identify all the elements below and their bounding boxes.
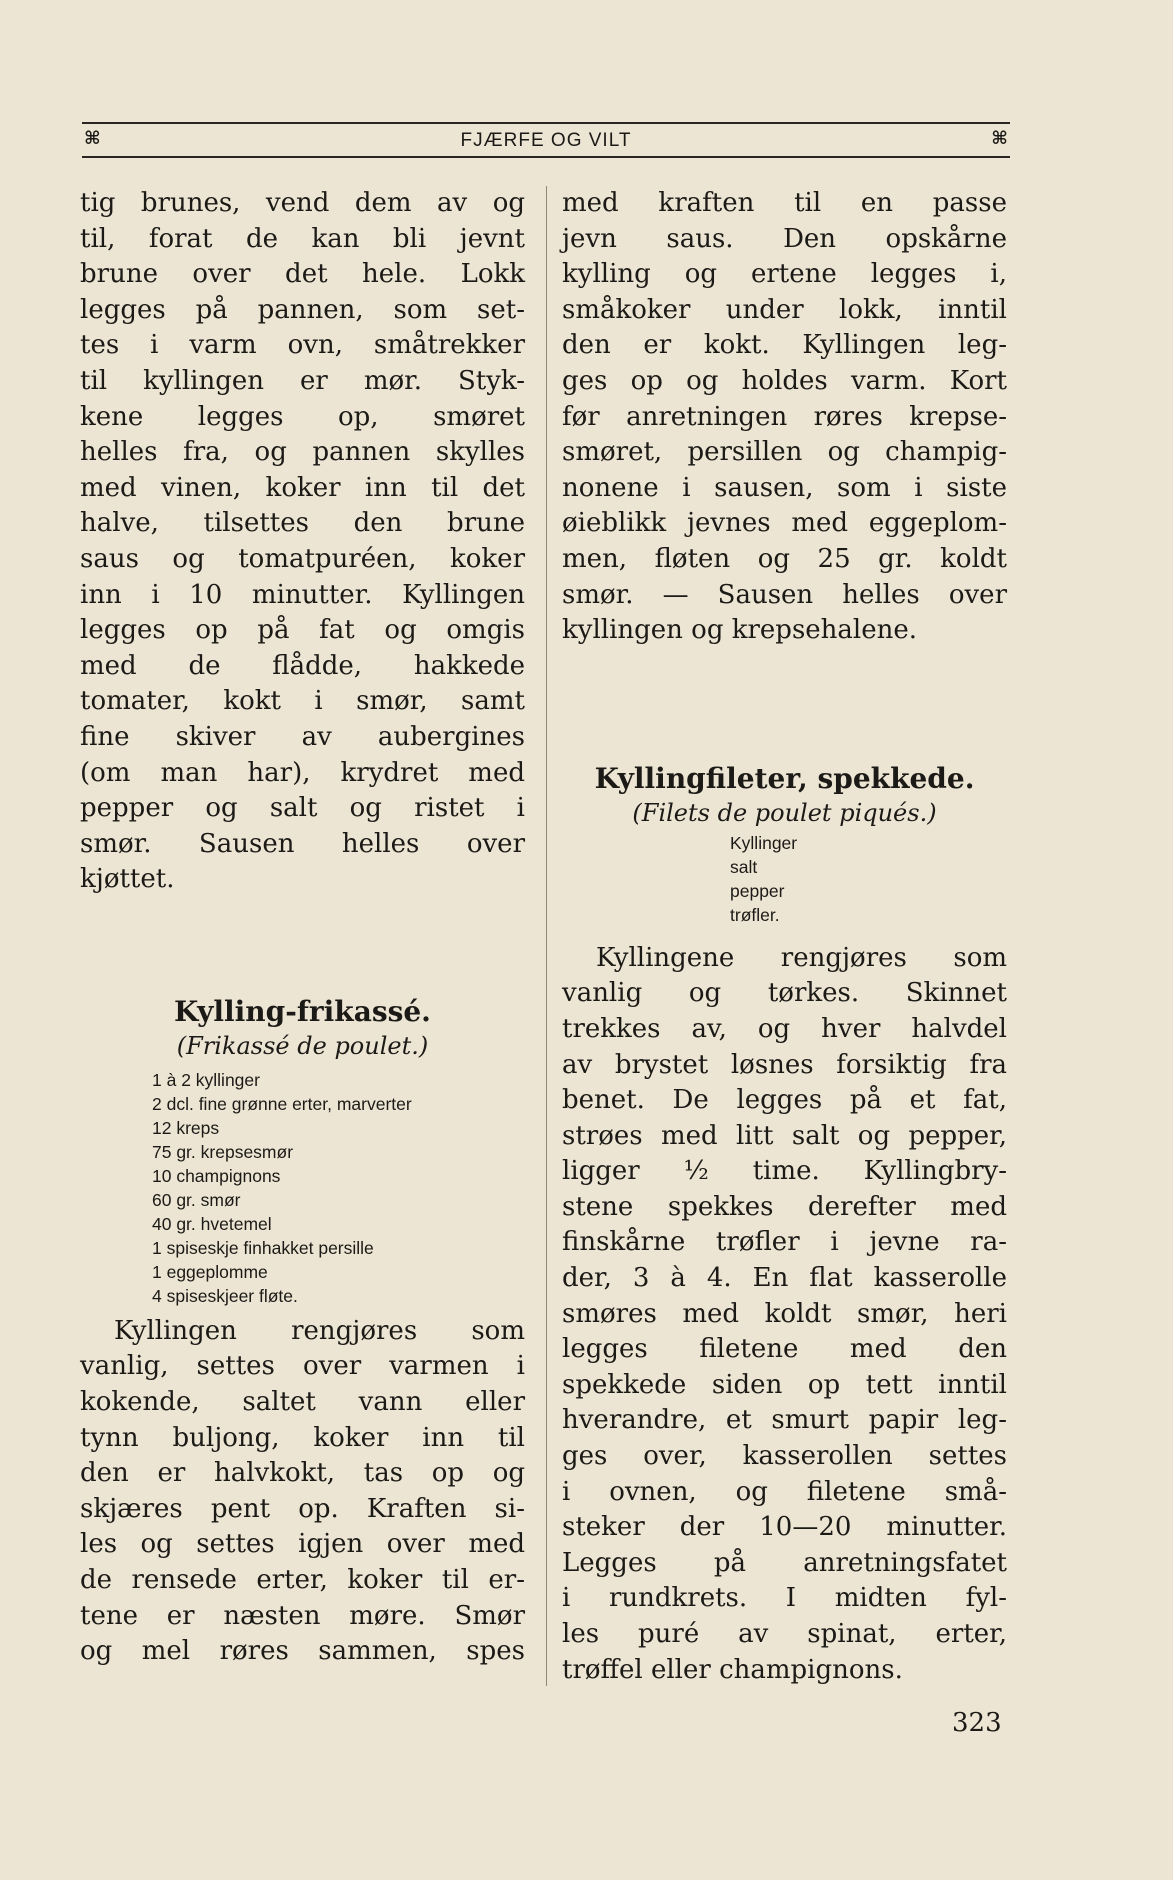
text-line: legges filetene med den [562, 1334, 1007, 1365]
text-line: de rensede erter, koker til er- [80, 1565, 525, 1596]
text-line: med de flådde, hakkede [80, 650, 525, 681]
text-line: spekkede siden op tett inntil [562, 1369, 1007, 1400]
text-line: den er halvkokt, tas op og [80, 1458, 525, 1489]
text-line: øieblikk jevnes med eggeplom- [562, 508, 1007, 539]
text-line: Legges på anretningsfatet [562, 1547, 1007, 1578]
text-line: saus og tomatpuréen, koker [80, 543, 525, 574]
text-line: der, 3 à 4. En flat kasserolle [562, 1263, 1007, 1294]
text-line: tene er næsten møre. Smør [80, 1600, 525, 1631]
text-line: les puré av spinat, erter, [562, 1619, 1007, 1649]
text-line: i rundkrets. I midten fyl- [562, 1583, 1007, 1614]
recipe-title: Kylling-frikassé. [174, 994, 431, 1028]
text-line: legges op på fat og omgis [80, 615, 525, 646]
text-line: ges over, kasserollen settes [562, 1441, 1007, 1472]
text-line: tynn buljong, koker inn til [80, 1422, 525, 1453]
text-line: (om man har), krydret med [80, 757, 525, 788]
ingredient-item: 40 gr. hvetemel [152, 1213, 272, 1234]
text-line: smør. Sausen helles over [80, 828, 525, 859]
recipe-title: Kyllingfileter, spekkede. [594, 761, 975, 795]
text-line: tes i varm ovn, småtrekker [80, 330, 525, 361]
text-line: inn i 10 minutter. Kyllingen [80, 579, 525, 610]
left-method-paragraph [80, 1314, 525, 1670]
header-rule-top [82, 122, 1010, 124]
text-line: til, forat de kan bli jevnt [80, 223, 525, 254]
text-line: Kyllingene rengjøres som [596, 942, 1007, 973]
text-line: fine skiver av aubergines [80, 721, 525, 752]
text-line: kjøttet. [80, 864, 175, 895]
text-line: smør. — Sausen helles over [562, 579, 1007, 610]
ingredient-item: trøfler. [730, 904, 780, 925]
ingredient-item: 75 gr. krepsesmør [152, 1141, 294, 1162]
text-line: tomater, kokt i smør, samt [80, 686, 525, 717]
ingredient-item: 1 spiseskje finhakket persille [152, 1237, 374, 1258]
text-line: trøffel eller champignons. [562, 1654, 903, 1685]
ornament-right-icon: ⌘ [991, 128, 1008, 149]
text-line: finskårne trøfler i jevne ra- [562, 1227, 1007, 1258]
recipe-subtitle: (Frikassé de poulet.) [176, 1031, 429, 1060]
text-line: før anretningen røres krepse- [562, 401, 1007, 432]
text-line: kylling og ertene legges i, [562, 259, 1007, 290]
ingredient-item: 60 gr. smør [152, 1189, 241, 1210]
text-line: nonene i sausen, som i siste [562, 472, 1007, 503]
text-line: den er kokt. Kyllingen leg- [562, 330, 1007, 361]
text-line: jevn saus. Den opskårne [562, 223, 1007, 254]
text-line: med vinen, koker inn til det [80, 472, 525, 503]
text-line: kokende, saltet vann eller [80, 1387, 525, 1418]
ingredient-list [80, 1068, 525, 1308]
text-line: vanlig og tørkes. Skinnet [562, 978, 1007, 1009]
ingredient-item: pepper [730, 880, 785, 901]
text-line: les og settes igjen over med [80, 1529, 525, 1560]
text-line: strøes med litt salt og pepper, [562, 1120, 1007, 1151]
ingredient-item: 2 dcl. fine grønne erter, marverter [152, 1093, 412, 1114]
text-line: tig brunes, vend dem av og [80, 188, 525, 218]
recipe-subtitle: (Filets de poulet piqués.) [632, 798, 937, 827]
text-line: ligger ½ time. Kyllingbry- [562, 1156, 1007, 1187]
text-line: av brystet løsnes forsiktig fra [562, 1049, 1007, 1080]
ingredient-item: 1 eggeplomme [152, 1261, 268, 1282]
text-line: vanlig, settes over varmen i [80, 1351, 525, 1382]
text-line: skjæres pent op. Kraften si- [80, 1493, 525, 1524]
text-line: legges på pannen, som set- [80, 294, 525, 325]
text-line: med kraften til en passe [562, 188, 1007, 218]
text-line: halve, tilsettes den brune [80, 508, 525, 539]
text-line: smøret, persillen og champig- [562, 437, 1007, 468]
ingredient-item: 4 spiseskjeer fløte. [152, 1285, 298, 1306]
text-line: ges op og holdes varm. Kort [562, 365, 1007, 396]
page-number: 323 [952, 1708, 1002, 1738]
right-column [562, 186, 1007, 1688]
text-line: helles fra, og pannen skylles [80, 437, 525, 468]
ingredient-list [562, 831, 1007, 927]
ingredient-item: 12 kreps [152, 1117, 220, 1138]
right-method-paragraph [562, 941, 1007, 1688]
text-line: smøres med koldt smør, heri [562, 1298, 1007, 1329]
text-line: til kyllingen er mør. Styk- [80, 365, 525, 396]
header-rule-bottom [82, 156, 1010, 158]
text-line: trekkes av, og hver halvdel [562, 1013, 1007, 1044]
text-line: Kyllingen rengjøres som [114, 1315, 525, 1346]
text-line: men, fløten og 25 gr. koldt [562, 543, 1007, 574]
text-line: benet. De legges på et fat, [562, 1085, 1007, 1116]
text-line: kyllingen og krepsehalene. [562, 615, 918, 646]
text-line: i ovnen, og filetene små- [562, 1476, 1007, 1507]
ornament-left-icon: ⌘ [84, 128, 101, 149]
text-line: stene spekkes derefter med [562, 1191, 1007, 1222]
text-line: hverandre, et smurt papir leg- [562, 1405, 1007, 1436]
ingredient-item: 1 à 2 kyllinger [152, 1069, 260, 1090]
text-line: småkoker under lokk, inntil [562, 294, 1007, 325]
text-line: brune over det hele. Lokk [80, 259, 525, 290]
right-intro-paragraph [562, 186, 1007, 649]
text-line: kene legges op, smøret [80, 401, 525, 432]
text-line: pepper og salt og ristet i [80, 793, 525, 824]
left-column [80, 186, 525, 1670]
header-title: FJÆRFE OG VILT [460, 130, 632, 151]
text-line: og mel røres sammen, spes [80, 1636, 525, 1667]
ingredient-item: Kyllinger [730, 832, 798, 853]
text-line: steker der 10—20 minutter. [562, 1512, 1007, 1543]
ingredient-item: salt [730, 856, 758, 877]
running-header [82, 122, 1010, 158]
left-intro-paragraph [80, 186, 525, 898]
column-divider [546, 186, 547, 1686]
ingredient-item: 10 champignons [152, 1165, 281, 1186]
